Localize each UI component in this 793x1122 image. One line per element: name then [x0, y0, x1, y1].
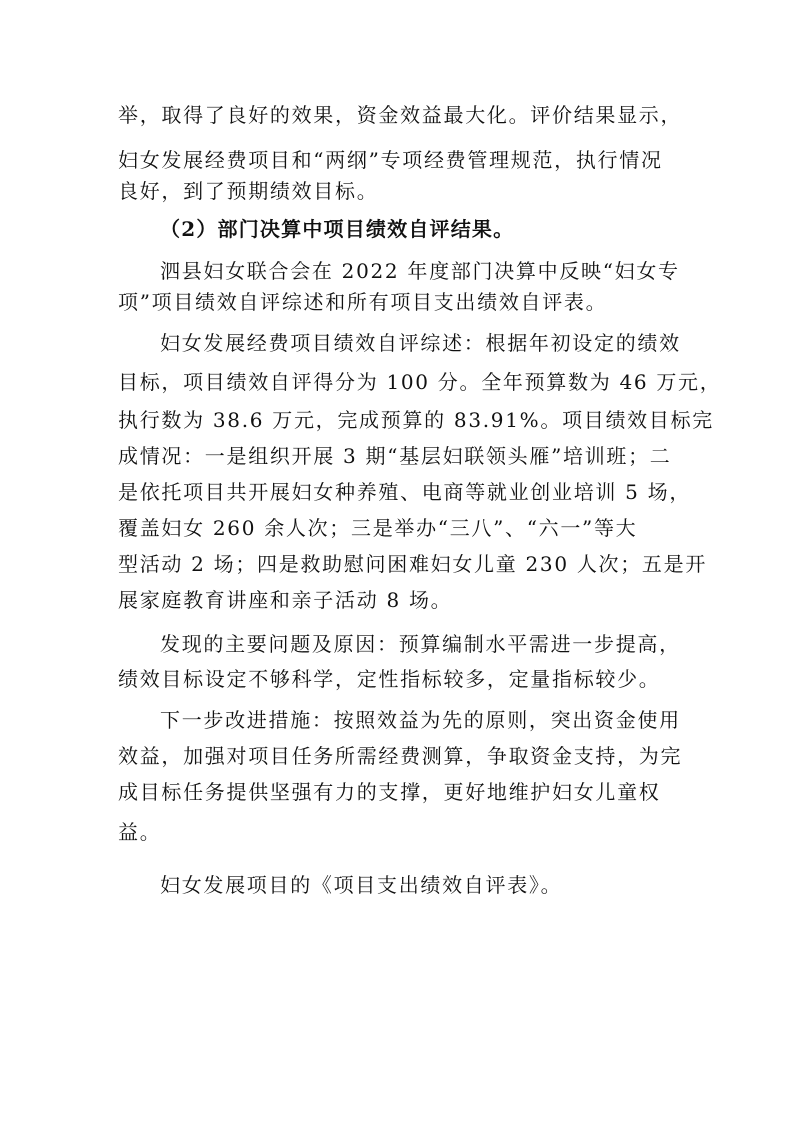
- paragraph2-line-8: 展家庭教育讲座和亲子活动 8 场。: [118, 588, 453, 612]
- paragraph2-line-3: 执行数为 38.6 万元，完成预算的 83.91%。项目绩效目标完: [118, 408, 714, 432]
- paragraph1-line-1: 泗县妇女联合会在 2022 年度部门决算中反映“妇女专: [160, 259, 680, 283]
- paragraph2-line-4: 成情况：一是组织开展 3 期“基层妇联领头雁”培训班；二: [118, 444, 672, 468]
- paragraph2-line-5: 是依托项目共开展妇女种养殖、电商等就业创业培训 5 场，: [118, 480, 692, 504]
- intro-line-2: 妇女发展经费项目和“两纲”专项经费管理规范，执行情况: [118, 148, 663, 172]
- paragraph4-line-1: 下一步改进措施：按照效益为先的原则，突出资金使用: [160, 708, 681, 732]
- paragraph1-line-2: 项”项目绩效自评综述和所有项目支出绩效自评表。: [118, 290, 608, 314]
- intro-line-1: 举，取得了良好的效果，资金效益最大化。评价结果显示，: [118, 103, 683, 127]
- paragraph4-line-2: 效益，加强对项目任务所需经费测算，争取资金支持，为完: [118, 744, 683, 768]
- paragraph2-line-2: 目标，项目绩效自评得分为 100 分。全年预算数为 46 万元，: [118, 370, 722, 394]
- paragraph3-line-2: 绩效目标设定不够科学，定性指标较多，定量指标较少。: [118, 667, 661, 691]
- paragraph5-line-1: 妇女发展项目的《项目支出绩效自评表》。: [160, 873, 563, 897]
- section-heading: （2）部门决算中项目绩效自评结果。: [160, 217, 515, 241]
- paragraph3-line-1: 发现的主要问题及原因：预算编制水平需进一步提高，: [160, 632, 681, 656]
- intro-line-3: 良好，到了预期绩效目标。: [118, 179, 379, 203]
- paragraph4-line-4: 益。: [118, 820, 162, 844]
- paragraph2-line-1: 妇女发展经费项目绩效自评综述：根据年初设定的绩效: [160, 331, 681, 355]
- paragraph2-line-6: 覆盖妇女 260 余人次；三是举办“三八”、“六一”等大: [118, 516, 638, 540]
- paragraph4-line-3: 成目标任务提供坚强有力的支撑，更好地维护妇女儿童权: [118, 780, 661, 804]
- paragraph2-line-7: 型活动 2 场；四是救助慰问困难妇女儿童 230 人次；五是开: [118, 552, 708, 576]
